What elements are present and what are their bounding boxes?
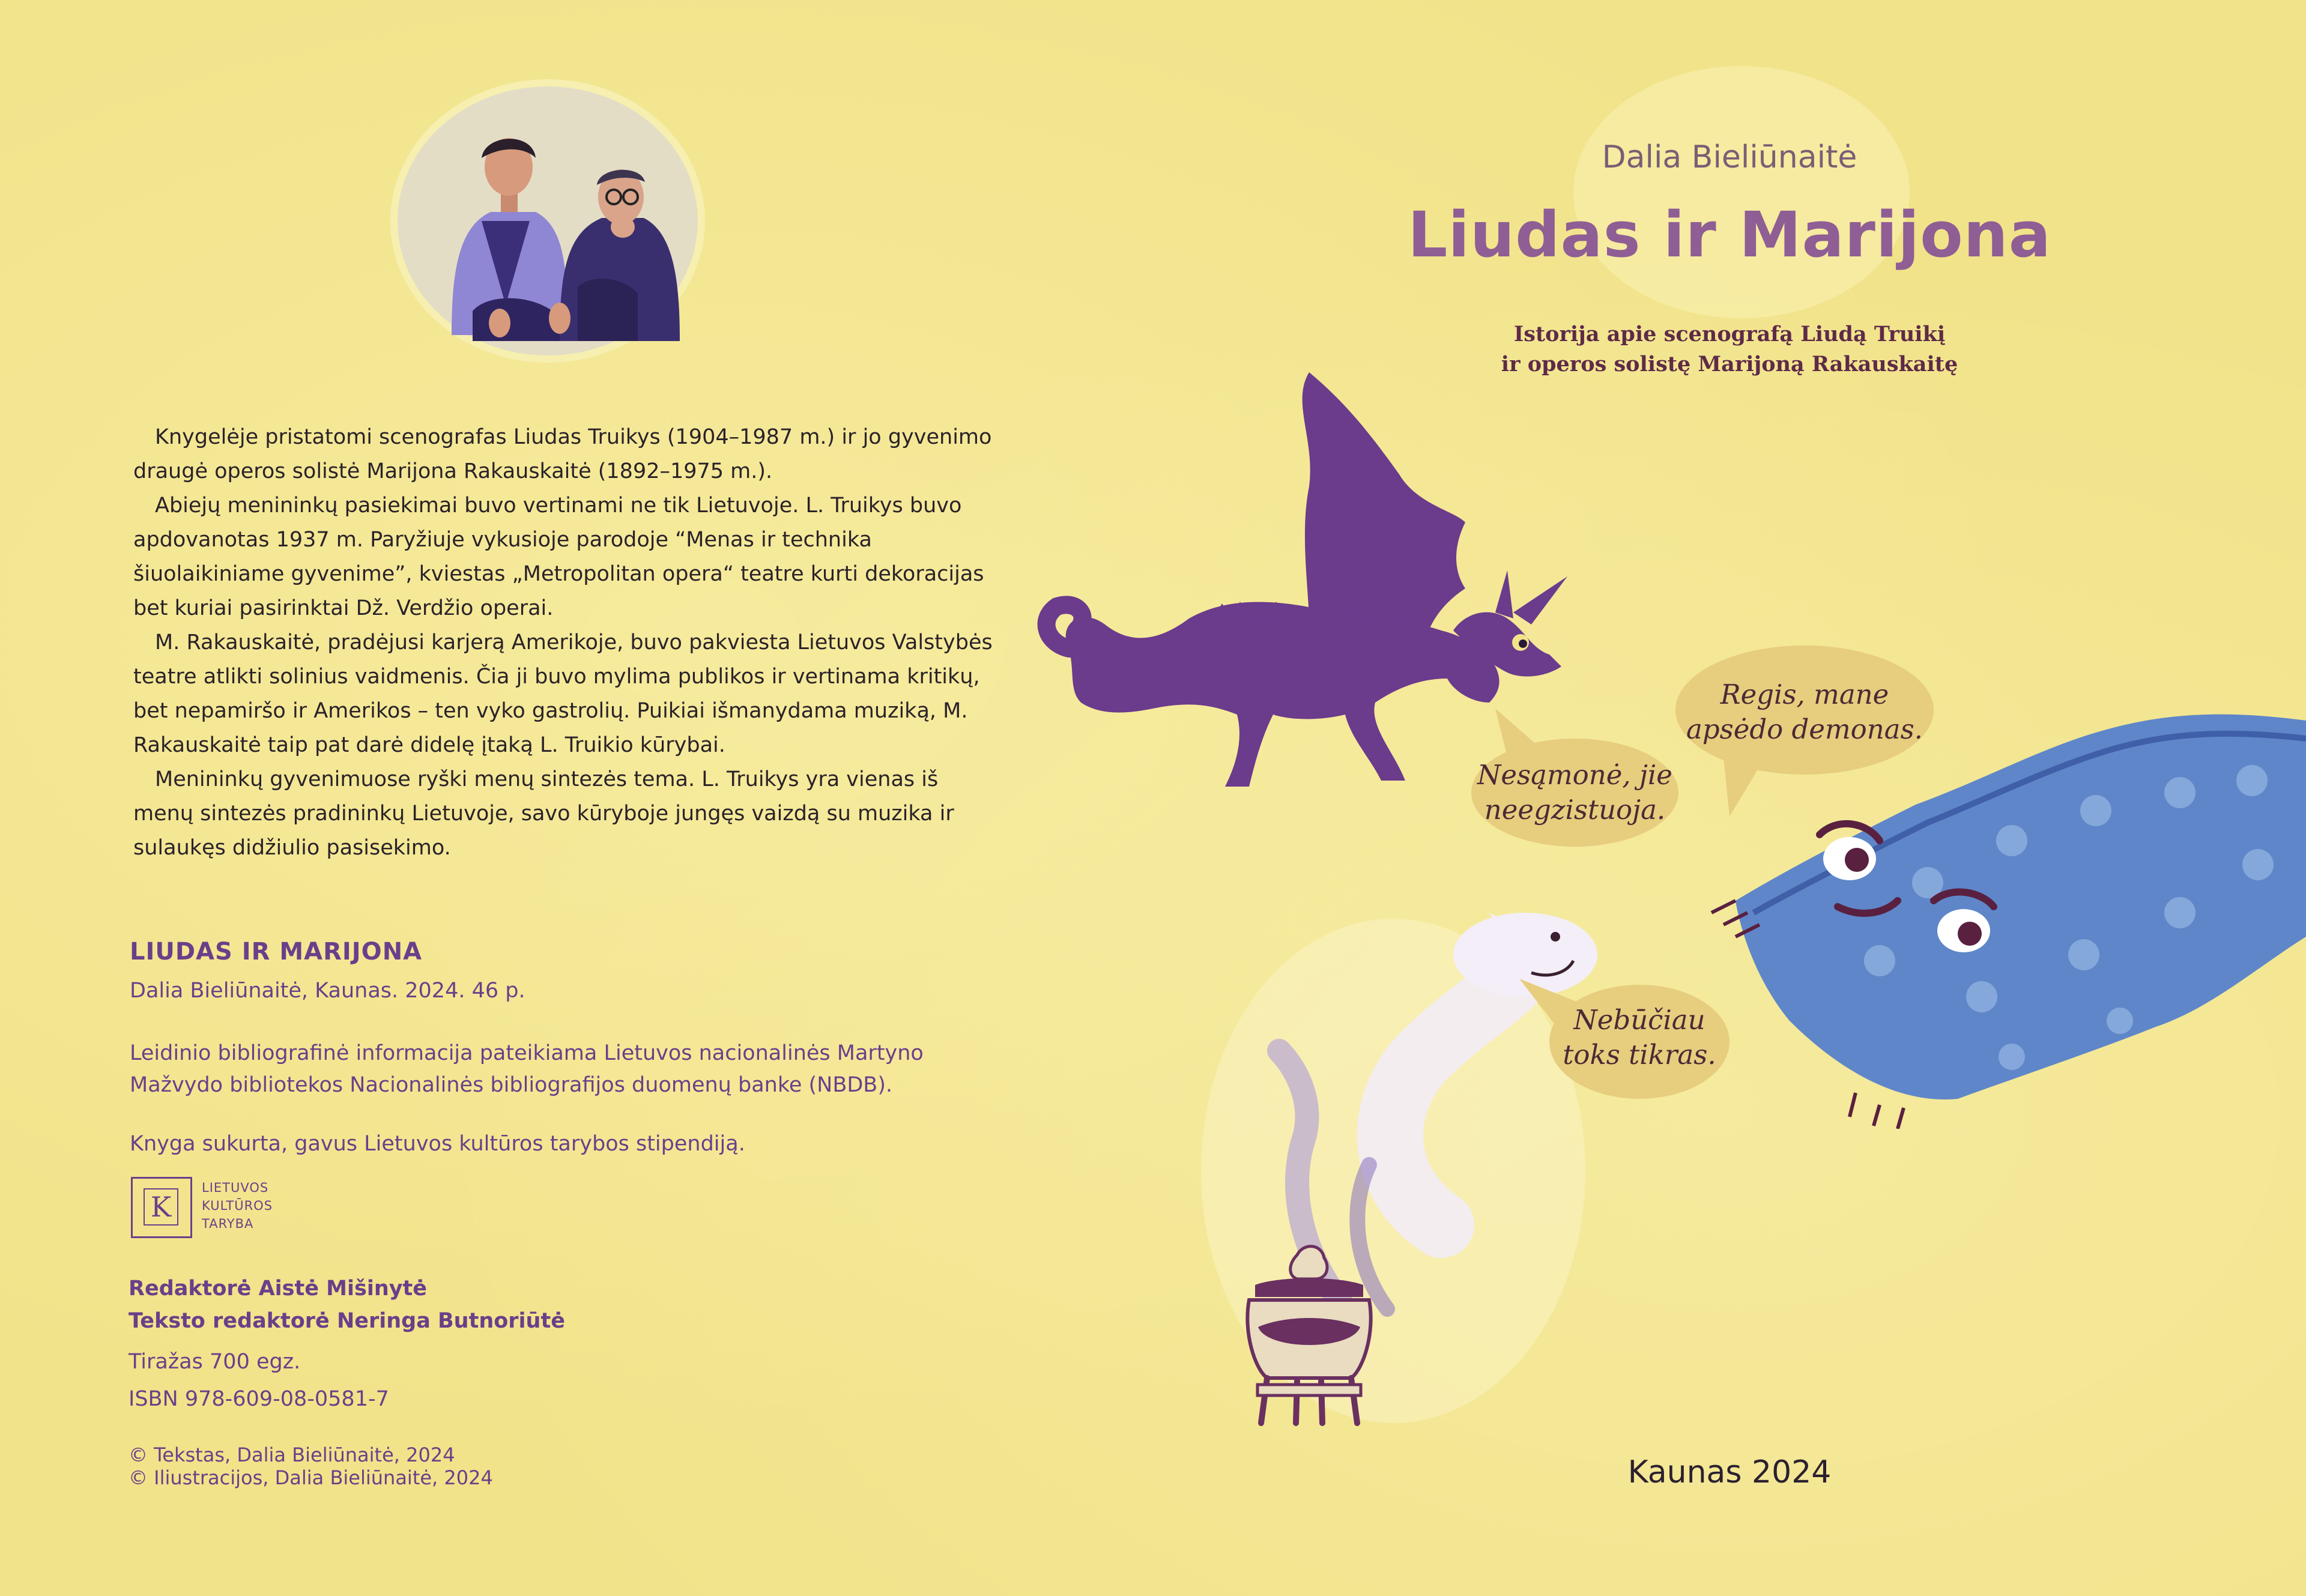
- carpet-speech-text: [1675, 677, 1934, 747]
- bubble-line: apsėdo demonas.: [1686, 713, 1923, 745]
- dragon-speech-text: [1471, 758, 1678, 827]
- summary-paragraph: M. Rakauskaitė, pradėjusi karjerą Amerikoje, buvo pakviesta Lietuvos Valstybės teatre atlikti solinius vaidmenis. Čia ji buvo mylima publikos ir vertinama kritikų, bet nepamiršo ir Amerikos – ten vyko gastrolių. Puikiai išmanydama muziką, M. Rakauskaitė taip pat darė didelę įtaką L. Truikio kūrybai.: [133, 630, 993, 757]
- book-summary: [133, 420, 998, 865]
- summary-paragraph: Knygelėje pristatomi scenografas Liudas Truikys (1904–1987 m.) ir jo gyvenimo draugė operos solistė Marijona Rakauskaitė (1892–1975 m.).: [133, 425, 992, 483]
- council-line: LIETUVOS: [202, 1180, 269, 1195]
- council-logo-icon: [131, 1177, 192, 1238]
- place-year: Kaunas 2024: [1627, 1454, 1832, 1490]
- author-name: Dalia Bieliūnaitė: [1602, 139, 1857, 175]
- summary-paragraph: Abiejų menininkų pasiekimai buvo vertinami ne tik Lietuvoje. L. Truikys buvo apdovanotas 1937 m. Paryžiuje vykusioje parodoje “Menas ir technika šiuolaikiniame gyvenime”, kviestas „Metropolitan opera“ teatre kurti dekoracijas bet kuriai pasirinktai Dž. Verdžio operai.: [133, 494, 984, 620]
- smoke-speech-text: [1549, 1003, 1729, 1072]
- book-title-caps: LIUDAS IR MARIJONA: [130, 938, 423, 966]
- copyright-text: © Tekstas, Dalia Bieliūnaitė, 2024: [129, 1443, 455, 1466]
- print-run: Tiražas 700 egz.: [129, 1350, 301, 1374]
- title-glow: [1573, 66, 1910, 318]
- council-logo-text: [202, 1179, 273, 1233]
- text-editor-credit: Teksto redaktorė Neringa Butnoriūtė: [129, 1309, 565, 1333]
- bubble-line: Nesąmonė, jie: [1477, 759, 1672, 791]
- copyright-illustrations: © Iliustracijos, Dalia Bieliūnaitė, 2024: [129, 1466, 493, 1489]
- dragon-bubble-tail-icon: [1495, 709, 1543, 757]
- book-meta: Dalia Bieliūnaitė, Kaunas. 2024. 46 p.: [130, 979, 525, 1003]
- bubble-line: Regis, mane: [1720, 679, 1889, 710]
- bubble-line: toks tikras.: [1563, 1039, 1716, 1071]
- bubble-line: neegzistuoja.: [1484, 794, 1666, 826]
- bibliographic-note: Leidinio bibliografinė informacija pateikiama Lietuvos nacionalinės Martyno Mažvydo bibliotekos Nacionalinės bibliografijos duomenų banke (NBDB).: [130, 1041, 924, 1097]
- grant-note: Knyga sukurta, gavus Lietuvos kultūros tarybos stipendiją.: [130, 1132, 745, 1156]
- council-line: KULTŪROS: [202, 1199, 273, 1213]
- incense-burner-illustration-icon: [1231, 1243, 1387, 1435]
- carpet-bubble-tail-icon: [1723, 757, 1772, 817]
- subtitle-line: ir operos solistę Marijoną Rakauskaitę: [1501, 352, 1958, 376]
- subtitle-line: Istorija apie scenografą Liudą Truikį: [1513, 322, 1946, 346]
- cover-title: Liudas ir Marijona: [1408, 198, 2051, 271]
- bubble-line: Nebūčiau: [1573, 1004, 1705, 1036]
- isbn: ISBN 978-609-08-0581-7: [129, 1387, 389, 1411]
- council-logo-letter: K: [144, 1188, 178, 1226]
- summary-paragraph: Menininkų gyvenimuose ryški menų sintezės tema. L. Truikys yra vienas iš menų sintezės pradininkų Lietuvoje, savo kūryboje jungęs vaizdą su muzika ir sulaukęs didžiulio pasisekimo.: [133, 767, 954, 860]
- council-line: TARYBA: [202, 1217, 254, 1231]
- editor-credit: Redaktorė Aistė Mišinytė: [129, 1277, 428, 1301]
- portrait-medallion-icon: [386, 77, 710, 365]
